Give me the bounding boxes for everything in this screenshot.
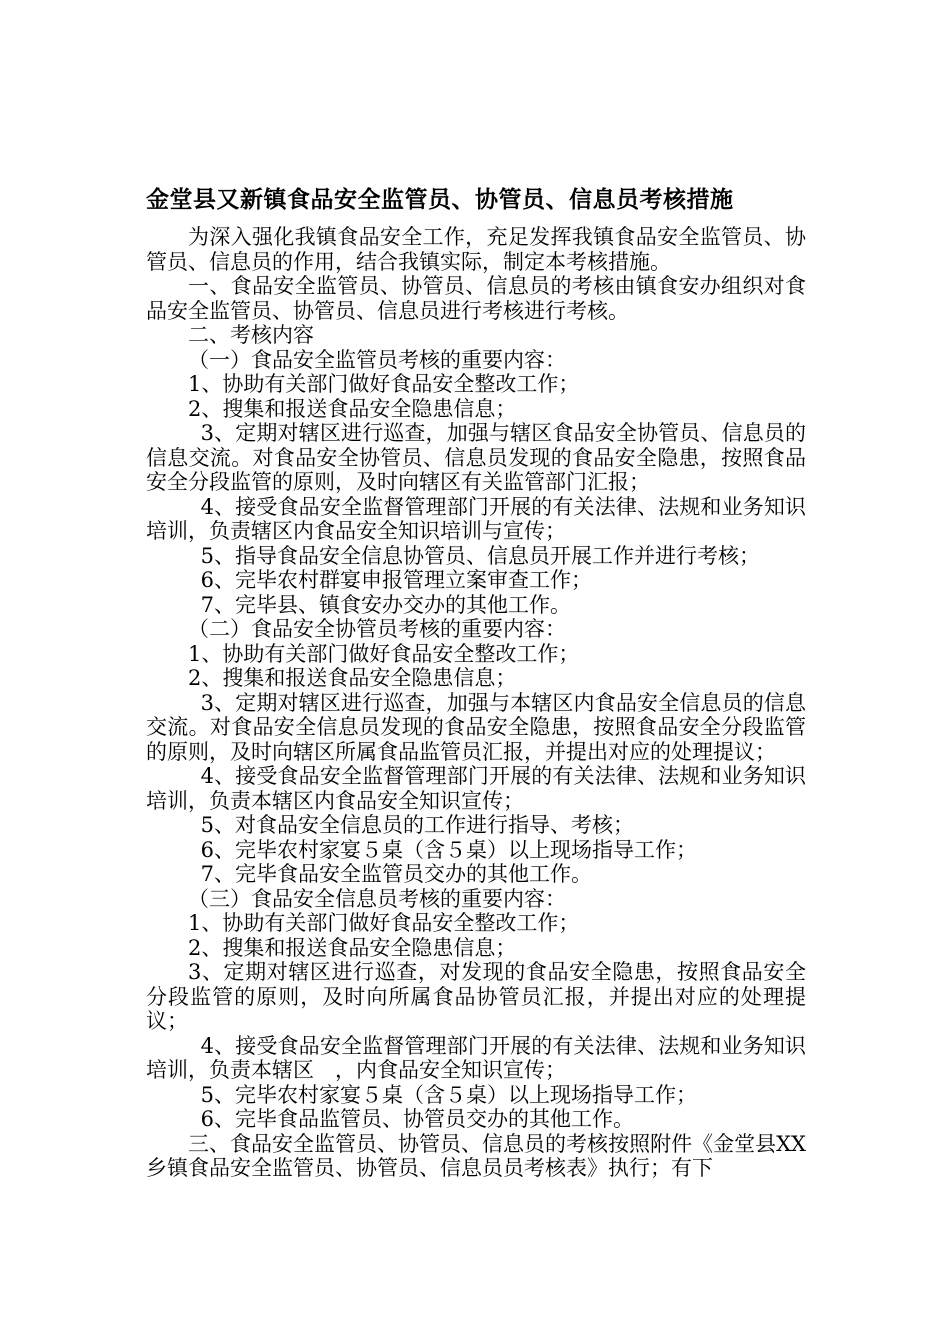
paragraph-item: 6、完毕农村家宴５桌（含５桌）以上现场指导工作；: [200, 837, 697, 862]
paragraph-subsection-1-heading: （一）食品安全监管员考核的重要内容：: [188, 347, 566, 372]
paragraph-item: 6、完毕食品监管员、协管员交办的其他工作。: [200, 1107, 634, 1131]
paragraph-item: 3、定期对辖区进行巡查，对发现的食品安全隐患，按照食品安全分段监管的原则，及时向所属食品协管员汇报，并提出对应的处理提议；: [146, 960, 806, 1033]
paragraph-subsection-2-heading: （二）食品安全协管员考核的重要内容：: [188, 617, 566, 641]
paragraph-section-3: 三、食品安全监管员、协管员、信息员的考核按照附件《金堂县XX乡镇食品安全监管员、协管员、信息员员考核表》执行；有下: [146, 1131, 806, 1180]
paragraph-item: 2、搜集和报送食品安全隐患信息；: [188, 935, 517, 960]
paragraph-item: 2、搜集和报送食品安全隐患信息；: [188, 666, 517, 690]
paragraph-item: 3、定期对辖区进行巡查，加强与本辖区内食品安全信息员的信息交流。对食品安全信息员发现的食品安全隐患，按照食品安全分段监管的原则，及时向辖区所属食品监管员汇报，并提出对应的处理提议；: [146, 690, 806, 764]
paragraph-intro: 为深入强化我镇食品安全工作，充足发挥我镇食品安全监管员、协管员、信息员的作用，结合我镇实际，制定本考核措施。: [146, 225, 806, 274]
paragraph-item: 6、完毕农村群宴申报管理立案审查工作；: [200, 568, 592, 592]
paragraph-item: 5、对食品安全信息员的工作进行指导、考核；: [200, 813, 634, 837]
paragraph-item: 2、搜集和报送食品安全隐患信息；: [188, 396, 517, 421]
paragraph-item: 5、完毕农村家宴５桌（含５桌）以上现场指导工作；: [200, 1082, 697, 1107]
paragraph-item: 7、完毕食品安全监管员交办的其他工作。: [200, 862, 592, 886]
paragraph-item: 1、协助有关部门做好食品安全整改工作；: [188, 641, 580, 666]
paragraph-item: 5、指导食品安全信息协管员、信息员开展工作并进行考核；: [200, 543, 760, 568]
paragraph-item: 1、协助有关部门做好食品安全整改工作；: [188, 372, 580, 396]
paragraph-item: 4、接受食品安全监督管理部门开展的有关法律、法规和业务知识培训，负责本辖区内食品安全知识宣传；: [146, 764, 806, 813]
paragraph-section-1: 一、食品安全监管员、协管员、信息员的考核由镇食安办组织对食品安全监管员、协管员、信息员进行考核进行考核。: [146, 274, 806, 323]
paragraph-item: 7、完毕县、镇食安办交办的其他工作。: [200, 592, 571, 617]
paragraph-section-2-heading: 二、考核内容: [188, 323, 314, 347]
document-title: 金堂县又新镇食品安全监管员、协管员、信息员考核措施: [146, 187, 734, 213]
paragraph-item: 1、协助有关部门做好食品安全整改工作；: [188, 911, 580, 935]
paragraph-item: 4、接受食品安全监督管理部门开展的有关法律、法规和业务知识培训，负责本辖区 ，内食品安全知识宣传；: [146, 1033, 806, 1082]
paragraph-item: 3、定期对辖区进行巡查，加强与辖区食品安全协管员、信息员的信息交流。对食品安全协管员、信息员发现的食品安全隐患，按照食品安全分段监管的原则，及时向辖区有关监管部门汇报；: [146, 421, 806, 494]
document-body: [146, 225, 806, 1181]
paragraph-subsection-3-heading: （三）食品安全信息员考核的重要内容：: [188, 886, 566, 911]
paragraph-item: 4、接受食品安全监督管理部门开展的有关法律、法规和业务知识培训，负责辖区内食品安全知识培训与宣传；: [146, 494, 806, 543]
